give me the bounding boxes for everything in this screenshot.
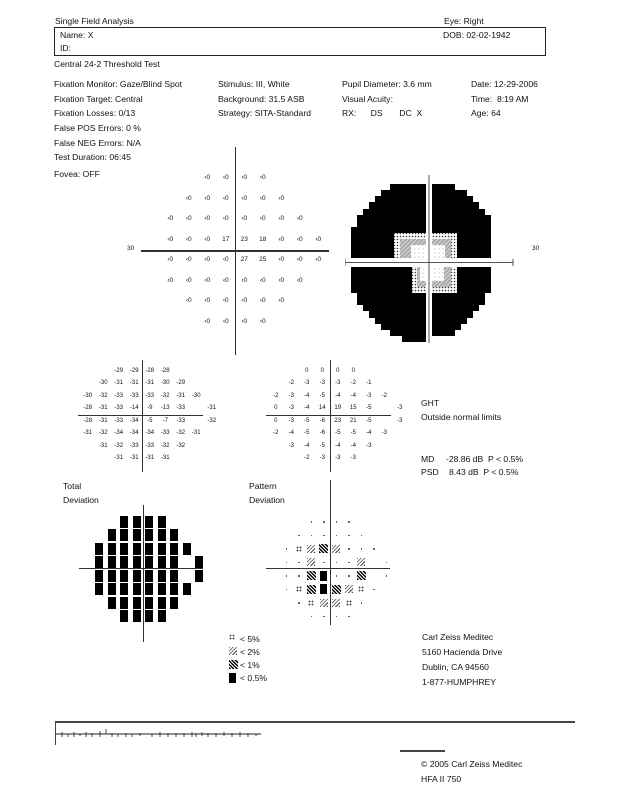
pattern-deviation-value: -3 — [319, 455, 325, 462]
pd-probability-symbol — [305, 597, 317, 609]
pd-probability-symbol — [305, 543, 317, 555]
threshold-value: ‹0 — [259, 215, 266, 223]
pd-probability-symbol — [280, 583, 292, 595]
pattern-deviation-value: 21 — [349, 417, 357, 424]
total-deviation-value: -33 — [114, 392, 124, 399]
pattern-deviation-value: -3 — [288, 392, 294, 399]
threshold-value: ‹0 — [278, 256, 285, 264]
threshold-value: 17 — [222, 235, 230, 243]
pattern-deviation-value: -4 — [304, 405, 310, 412]
threshold-value: ‹0 — [296, 215, 303, 223]
md-value: -28.86 dB P < 0.5% — [446, 454, 523, 464]
pattern-deviation-value: -3 — [288, 442, 294, 449]
false-pos-errors: False POS Errors: 0 % — [54, 123, 141, 134]
threshold-value: ‹0 — [241, 174, 248, 182]
threshold-value: ‹0 — [222, 174, 229, 182]
pd-probability-symbol — [355, 543, 367, 555]
threshold-value: ‹0 — [241, 317, 248, 325]
total-deviation-value: -34 — [145, 430, 155, 437]
pd-probability-symbol — [293, 570, 305, 582]
threshold-value: ‹0 — [241, 276, 248, 284]
total-deviation-value: -31 — [207, 405, 217, 412]
total-deviation-value: -32 — [176, 442, 186, 449]
pd-probability-symbol — [330, 516, 342, 528]
pattern-deviation-value: -3 — [335, 380, 341, 387]
threshold-value: ‹0 — [204, 276, 211, 284]
total-deviation-value: -33 — [114, 405, 124, 412]
total-deviation-value: -31 — [176, 392, 186, 399]
pattern-deviation-value: -2 — [273, 392, 279, 399]
total-deviation-value: -31 — [83, 430, 93, 437]
threshold-value: ‹0 — [185, 297, 192, 305]
report-title: Single Field Analysis — [55, 16, 134, 26]
threshold-value: ‹0 — [185, 194, 192, 202]
pattern-deviation-value: 0 — [274, 417, 278, 424]
pd-probability-symbol — [380, 570, 392, 582]
pd-probability-symbol — [305, 570, 317, 582]
total-deviation-value: -28 — [145, 367, 155, 374]
threshold-value: ‹0 — [185, 215, 192, 223]
pattern-deviation-value: -4 — [350, 442, 356, 449]
threshold-value: ‹0 — [278, 215, 285, 223]
threshold-value: 23 — [240, 235, 248, 243]
grayscale-axis-label: 30 — [532, 245, 540, 252]
probability-legend — [229, 632, 267, 684]
pd-probability-symbol — [305, 583, 317, 595]
pd-probability-symbol — [318, 529, 330, 541]
pd-probability-symbol — [343, 583, 355, 595]
pattern-deviation-value: -3 — [350, 455, 356, 462]
pattern-deviation-value: -4 — [304, 442, 310, 449]
pattern-deviation-value: -1 — [366, 380, 372, 387]
pd-probability-symbol — [318, 610, 330, 622]
pd-probability-symbol — [330, 529, 342, 541]
prob-2pct-icon — [229, 647, 237, 656]
md-label: MD — [421, 454, 435, 464]
pattern-deviation-value: -3 — [366, 442, 372, 449]
threshold-value: ‹0 — [315, 235, 322, 243]
pd-probability-symbol — [368, 583, 380, 595]
pd-probability-symbol — [305, 516, 317, 528]
pattern-deviation-value: 0 — [320, 367, 324, 374]
legend-label: < 5% — [240, 633, 260, 644]
pd-probability-symbol — [343, 610, 355, 622]
threshold-value: 25 — [259, 256, 267, 264]
pattern-deviation-value: -3 — [288, 417, 294, 424]
total-deviation-label-2: Deviation — [63, 495, 99, 505]
pd-probability-symbol — [280, 570, 292, 582]
pattern-deviation-value: -4 — [335, 442, 341, 449]
total-deviation-value: -32 — [98, 430, 108, 437]
total-deviation-value: -33 — [145, 392, 155, 399]
pd-probability-symbol — [343, 570, 355, 582]
total-deviation-value: -31 — [98, 405, 108, 412]
company-address: 5160 Hacienda Drive — [422, 647, 503, 657]
threshold-value: ‹0 — [185, 276, 192, 284]
test-date: Date: 12-29-2006 — [471, 79, 538, 89]
pattern-deviation-label-2: Deviation — [249, 495, 285, 505]
gaze-trace-plot — [56, 727, 264, 741]
company-city: Dublin, CA 94560 — [422, 662, 489, 672]
legend-row-1pct — [229, 658, 267, 671]
pattern-deviation-label-1: Pattern — [249, 481, 277, 491]
total-deviation-value: -33 — [160, 430, 170, 437]
pd-probability-symbol — [280, 556, 292, 568]
threshold-value: ‹0 — [259, 174, 266, 182]
pd-probability-symbol — [343, 516, 355, 528]
total-deviation-value: -30 — [160, 380, 170, 387]
company-info — [422, 632, 502, 692]
total-deviation-value: -32 — [160, 392, 170, 399]
total-deviation-value: -33 — [114, 417, 124, 424]
pattern-deviation-value: -5 — [366, 405, 372, 412]
pd-probability-symbol — [355, 529, 367, 541]
pattern-deviation-value: -6 — [319, 417, 325, 424]
total-deviation-value: -31 — [191, 430, 201, 437]
strategy: Strategy: SITA-Standard — [218, 108, 311, 119]
total-deviation-value: -33 — [129, 442, 139, 449]
total-deviation-value: -34 — [129, 417, 139, 424]
pd-probability-symbol — [355, 597, 367, 609]
psd-label: PSD — [421, 467, 439, 477]
stimulus: Stimulus: III, White — [218, 79, 290, 89]
pd-probability-symbol — [330, 597, 342, 609]
prob-1pct-icon — [229, 660, 237, 669]
pattern-deviation-value: -3 — [288, 405, 294, 412]
pd-probability-symbol — [368, 543, 380, 555]
pattern-deviation-value: -5 — [304, 417, 310, 424]
total-deviation-value: -32 — [160, 442, 170, 449]
pd-probability-symbol — [305, 556, 317, 568]
threshold-value: ‹0 — [241, 297, 248, 305]
pd-probability-symbol — [293, 543, 305, 555]
pd-probability-symbol — [355, 570, 367, 582]
pd-probability-symbol — [330, 610, 342, 622]
pattern-deviation-value: -3 — [319, 380, 325, 387]
pattern-deviation-value: 0 — [351, 367, 355, 374]
total-deviation-label-1: Total — [63, 481, 82, 491]
threshold-value: ‹0 — [167, 276, 174, 284]
pd-probability-symbol — [343, 543, 355, 555]
total-deviation-value: -31 — [160, 455, 170, 462]
pattern-deviation-value: -4 — [350, 392, 356, 399]
pattern-deviation-value: -4 — [335, 392, 341, 399]
total-deviation-value: -30 — [191, 392, 201, 399]
background: Background: 31.5 ASB — [218, 93, 305, 104]
total-deviation-value: -31 — [129, 380, 139, 387]
pattern-deviation-value: 15 — [349, 405, 357, 412]
fixation-monitor: Fixation Monitor: Gaze/Blind Spot — [54, 79, 183, 89]
threshold-value: ‹0 — [204, 174, 211, 182]
fixation-target: Fixation Target: Central — [54, 93, 143, 104]
pd-probability-symbol — [355, 556, 367, 568]
total-deviation-value: -30 — [98, 380, 108, 387]
total-deviation-value: -34 — [129, 430, 139, 437]
pd-probability-symbol — [330, 583, 342, 595]
threshold-axis-label: 30 — [127, 245, 135, 252]
pd-probability-symbol — [318, 516, 330, 528]
pd-probability-symbol — [318, 583, 330, 595]
legend-label: < 1% — [240, 659, 260, 670]
threshold-value: ‹0 — [167, 256, 174, 264]
ght-value: Outside normal limits — [421, 412, 502, 422]
total-deviation-value: -7 — [162, 417, 168, 424]
total-deviation-value: -13 — [160, 405, 170, 412]
threshold-value: ‹0 — [222, 194, 229, 202]
total-deviation-value: -28 — [83, 417, 93, 424]
pd-probability-symbol — [343, 597, 355, 609]
total-deviation-value: -32 — [98, 392, 108, 399]
patient-id: ID: — [60, 43, 71, 53]
total-deviation-value: -9 — [147, 405, 153, 412]
pattern-deviation-value: -5 — [319, 442, 325, 449]
threshold-value: ‹0 — [167, 235, 174, 243]
pd-probability-symbol — [293, 556, 305, 568]
copyright: © 2005 Carl Zeiss Meditec — [421, 759, 523, 769]
legend-row-05pct — [229, 671, 267, 684]
threshold-value: ‹0 — [204, 215, 211, 223]
legend-label: < 2% — [240, 646, 260, 657]
threshold-value: ‹0 — [222, 317, 229, 325]
threshold-value: ‹0 — [204, 235, 211, 243]
pattern-deviation-value: -5 — [319, 392, 325, 399]
total-deviation-value: -32 — [207, 417, 217, 424]
threshold-value: ‹0 — [259, 194, 266, 202]
pattern-deviation-value: -3 — [381, 430, 387, 437]
pattern-deviation-value: 23 — [334, 417, 342, 424]
total-deviation-value: -33 — [145, 442, 155, 449]
pattern-deviation-value: 14 — [318, 405, 326, 412]
total-deviation-value: -14 — [129, 405, 139, 412]
pd-probability-symbol — [280, 543, 292, 555]
total-deviation-value: -31 — [145, 380, 155, 387]
pd-probability-symbol — [293, 529, 305, 541]
patient-name: Name: X — [60, 30, 94, 40]
threshold-value: ‹0 — [241, 215, 248, 223]
pd-probability-symbol — [355, 583, 367, 595]
pattern-deviation-value: -2 — [350, 380, 356, 387]
threshold-value: ‹0 — [315, 256, 322, 264]
ght-label: GHT — [421, 398, 440, 408]
threshold-value: ‹0 — [278, 235, 285, 243]
total-deviation-value: -28 — [160, 367, 170, 374]
pattern-deviation-value: -4 — [366, 430, 372, 437]
pattern-deviation-value: 0 — [305, 367, 309, 374]
threshold-value: ‹0 — [259, 276, 266, 284]
visual-acuity: Visual Acuity: — [342, 93, 393, 104]
threshold-value: ‹0 — [278, 194, 285, 202]
pattern-deviation-value: -2 — [288, 380, 294, 387]
threshold-value: ‹0 — [222, 215, 229, 223]
total-deviation-value: -30 — [83, 392, 93, 399]
patient-age: Age: 64 — [471, 108, 501, 119]
total-deviation-value: -33 — [176, 417, 186, 424]
threshold-value: ‹0 — [167, 215, 174, 223]
threshold-value: ‹0 — [185, 256, 192, 264]
threshold-value: ‹0 — [259, 317, 266, 325]
threshold-value: ‹0 — [185, 235, 192, 243]
pattern-deviation-value: -3 — [397, 417, 403, 424]
total-deviation-value: -31 — [114, 380, 124, 387]
pd-probability-symbol — [305, 610, 317, 622]
total-deviation-value: -33 — [129, 392, 139, 399]
threshold-value: ‹0 — [204, 297, 211, 305]
total-deviation-value: -28 — [83, 405, 93, 412]
pd-probability-symbol — [330, 543, 342, 555]
prob-5pct-icon — [229, 634, 237, 643]
threshold-value: ‹0 — [278, 276, 285, 284]
pattern-deviation-value: -2 — [304, 455, 310, 462]
pd-probability-symbol — [293, 597, 305, 609]
false-neg-errors: False NEG Errors: N/A — [54, 137, 141, 148]
threshold-value: ‹0 — [241, 194, 248, 202]
device-model: HFA II 750 — [421, 774, 462, 784]
threshold-value: ‹0 — [278, 297, 285, 305]
threshold-value: 18 — [259, 235, 267, 243]
pattern-deviation-value: 0 — [336, 367, 340, 374]
total-deviation-value: -29 — [176, 380, 186, 387]
test-duration: Test Duration: 06:45 — [54, 152, 131, 163]
pattern-deviation-value: -3 — [304, 380, 310, 387]
legend-row-2pct — [229, 645, 267, 658]
pd-probability-symbol — [318, 543, 330, 555]
gaze-tracker-trace — [56, 727, 264, 741]
pattern-deviation-value: 0 — [274, 405, 278, 412]
test-time: Time: 8:19 AM — [471, 93, 529, 104]
pattern-deviation-value: -5 — [304, 430, 310, 437]
patient-dob: DOB: 02-02-1942 — [443, 30, 511, 40]
pd-probability-symbol — [343, 556, 355, 568]
threshold-value: ‹0 — [222, 276, 229, 284]
fovea-status: Fovea: OFF — [54, 169, 100, 179]
pattern-deviation-value: -5 — [350, 430, 356, 437]
total-deviation-value: -31 — [129, 455, 139, 462]
legend-row-5pct — [229, 632, 267, 645]
total-deviation-value: -31 — [98, 442, 108, 449]
total-deviation-value: -32 — [114, 442, 124, 449]
company-phone: 1-877-HUMPHREY — [422, 677, 497, 687]
footer-divider — [400, 750, 445, 752]
pd-probability-symbol — [330, 570, 342, 582]
threshold-value: ‹0 — [222, 297, 229, 305]
fixation-losses: Fixation Losses: 0/13 — [54, 108, 136, 119]
total-deviation-value: -32 — [176, 430, 186, 437]
pattern-deviation-value: -5 — [335, 430, 341, 437]
pattern-deviation-value: -3 — [335, 455, 341, 462]
legend-label: < 0.5% — [240, 672, 267, 683]
total-deviation-value: -31 — [114, 455, 124, 462]
threshold-value: ‹0 — [204, 194, 211, 202]
company-name: Carl Zeiss Meditec — [422, 632, 494, 642]
pd-probability-symbol — [293, 583, 305, 595]
pd-probability-symbol — [343, 529, 355, 541]
pd-probability-symbol — [380, 556, 392, 568]
total-deviation-value: -29 — [114, 367, 124, 374]
test-name: Central 24-2 Threshold Test — [54, 59, 160, 69]
pattern-deviation-value: -3 — [397, 405, 403, 412]
psd-value: 8.43 dB P < 0.5% — [449, 467, 519, 477]
pd-probability-symbol — [305, 529, 317, 541]
pattern-deviation-value: -3 — [366, 392, 372, 399]
threshold-value: ‹0 — [296, 276, 303, 284]
pd-probability-symbol — [318, 570, 330, 582]
pattern-deviation-value: -4 — [304, 392, 310, 399]
pattern-deviation-value: -4 — [288, 430, 294, 437]
total-deviation-value: -29 — [129, 367, 139, 374]
pd-probability-symbol — [318, 556, 330, 568]
eye-label: Eye: Right — [444, 16, 484, 26]
prob-05pct-icon — [229, 673, 237, 682]
threshold-value: ‹0 — [204, 256, 211, 264]
gaze-tracker-top-line — [55, 721, 575, 723]
pattern-deviation-value: 19 — [334, 405, 342, 412]
pd-probability-symbol — [318, 597, 330, 609]
pattern-deviation-value: -2 — [273, 430, 279, 437]
total-deviation-value: -31 — [98, 417, 108, 424]
pattern-deviation-value: -6 — [319, 430, 325, 437]
threshold-value: ‹0 — [222, 256, 229, 264]
total-deviation-value: -5 — [147, 417, 153, 424]
threshold-value: ‹0 — [204, 317, 211, 325]
pattern-deviation-value: -5 — [366, 417, 372, 424]
threshold-value: ‹0 — [296, 256, 303, 264]
pattern-deviation-value: -2 — [381, 392, 387, 399]
threshold-value: 27 — [240, 256, 248, 264]
total-deviation-value: -31 — [145, 455, 155, 462]
pupil-diameter: Pupil Diameter: 3.6 mm — [342, 79, 432, 89]
threshold-value: ‹0 — [259, 297, 266, 305]
rx: RX: DS DC X — [342, 108, 423, 119]
total-deviation-value: -33 — [176, 405, 186, 412]
threshold-value: ‹0 — [296, 235, 303, 243]
total-deviation-value: -34 — [114, 430, 124, 437]
pd-probability-symbol — [330, 556, 342, 568]
